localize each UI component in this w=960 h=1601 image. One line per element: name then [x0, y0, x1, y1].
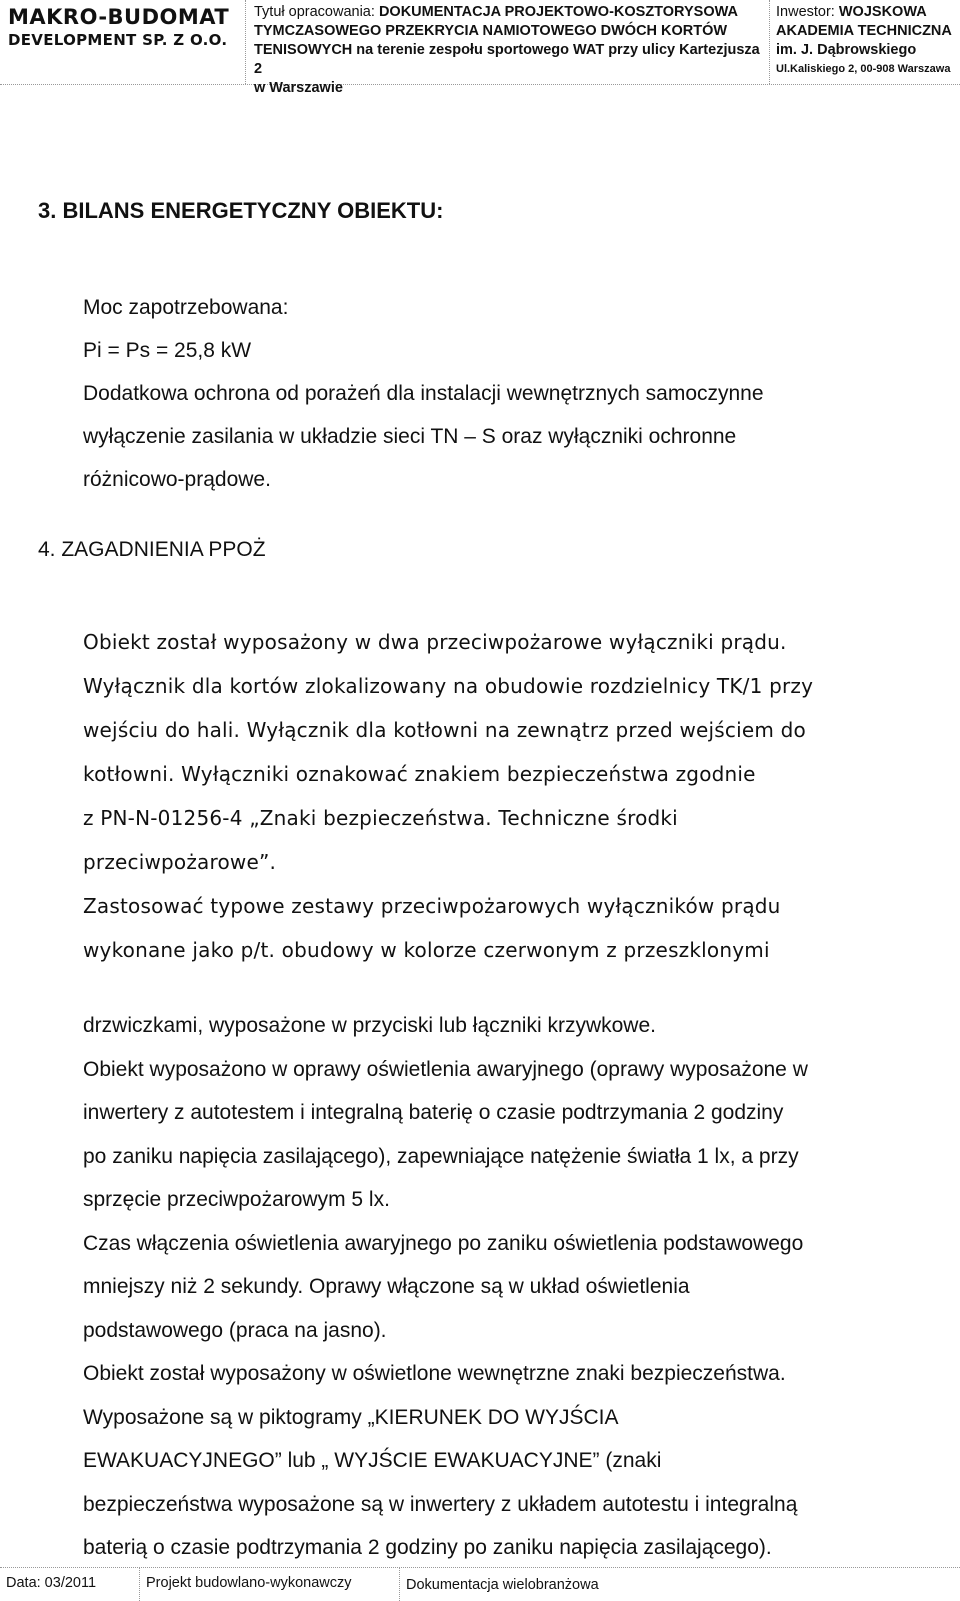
section4-line: podstawowego (praca na jasno). [83, 1318, 387, 1342]
document-title [246, 0, 770, 96]
section4-line: z PN-N-01256-4 „Znaki bezpieczeństwa. Techniczne środki [83, 806, 678, 830]
section4-line: Zastosować typowe zestawy przeciwpożarowych wyłączników prądu [83, 894, 781, 918]
investor-name2: AKADEMIA TECHNICZNA [776, 23, 952, 39]
investor-block [770, 0, 960, 84]
section4-line: drzwiczkami, wyposażone w przyciski lub łączniki krzywkowe. [83, 1014, 656, 1037]
section3-heading: 3. BILANS ENERGETYCZNY OBIEKTU: [38, 198, 444, 223]
title-line3: TENISOWYCH na terenie zespołu sportowego WAT przy ulicy Kartezjusza 2 [254, 42, 760, 77]
section4-body-part1 [83, 620, 943, 972]
section4-body-part2 [83, 1004, 953, 1570]
section4-line: Obiekt został wyposażony w oświetlone wewnętrzne znaki bezpieczeństwa. [83, 1362, 786, 1385]
title-label: Tytuł opracowania: [254, 4, 375, 20]
section4-heading: 4. ZAGADNIENIA PPOŻ [38, 538, 266, 561]
section4-line: mniejszy niż 2 sekundy. Oprawy włączone są w układ oświetlenia [83, 1275, 690, 1298]
page-header [0, 0, 960, 96]
section4-line: EWAKUACYJNEGO” lub „ WYJŚCIE EWAKUACYJNE” (znaki [83, 1449, 662, 1472]
page-footer [0, 1567, 960, 1601]
title-line1: DOKUMENTACJA PROJEKTOWO-KOSZTORYSOWA [378, 4, 738, 20]
section4-line: Obiekt wyposażono w oprawy oświetlenia awaryjnego (oprawy wyposażone w [83, 1057, 808, 1081]
title-line4: w Warszawie [254, 80, 343, 96]
footer-project-type: Projekt budowlano-wykonawczy [140, 1568, 400, 1601]
section4-line: Czas włączenia oświetlenia awaryjnego po zaniku oświetlenia podstawowego [83, 1231, 804, 1255]
section4-line: Obiekt został wyposażony w dwa przeciwpożarowe wyłączniki prądu. [83, 630, 787, 654]
section4-line: przeciwpożarowe”. [83, 850, 277, 874]
section3-line: Pi = Ps = 25,8 kW [83, 339, 252, 362]
investor-name3: im. J. Dąbrowskiego [776, 42, 917, 58]
logo-line1: MAKRO-BUDOMAT [8, 5, 230, 29]
section4-line: Wyłącznik dla kortów zlokalizowany na obudowie rozdzielnicy TK/1 przy [83, 674, 814, 698]
investor-label: Inwestor: [776, 4, 835, 20]
title-line2: TYMCZASOWEGO PRZEKRYCIA NAMIOTOWEGO DWÓCH KORTÓW [254, 23, 728, 39]
investor-name1: WOJSKOWA [838, 4, 927, 20]
footer-doc-type: Dokumentacja wielobranżowa [406, 1577, 599, 1593]
investor-address: Ul.Kaliskiego 2, 00-908 Warszawa [776, 63, 951, 75]
section3-body [83, 286, 943, 501]
section4-line: inwertery z autotestem i integralną baterię o czasie podtrzymania 2 godziny [83, 1101, 784, 1124]
section4-line: wykonane jako p/t. obudowy w kolorze czerwonym z przeszklonymi [83, 938, 770, 962]
section3-line: różnicowo-prądowe. [83, 468, 271, 491]
section4-line: Wyposażone są w piktogramy „KIERUNEK DO WYJŚCIA [83, 1405, 619, 1429]
section4-line: wejściu do hali. Wyłącznik dla kotłowni na zewnątrz przed wejściem do [83, 718, 806, 742]
section3-line: Dodatkowa ochrona od porażeń dla instalacji wewnętrznych samoczynne [83, 382, 764, 405]
section4-line: sprzęcie przeciwpożarowym 5 lx. [83, 1188, 390, 1211]
section3-line: wyłączenie zasilania w układzie sieci TN – S oraz wyłączniki ochronne [83, 425, 737, 448]
section4-line: kotłowni. Wyłączniki oznakować znakiem bezpieczeństwa zgodnie [83, 762, 756, 786]
footer-date: Data: 03/2011 [0, 1568, 140, 1601]
section4-line: po zaniku napięcia zasilającego), zapewniające natężenie światła 1 lx, a przy [83, 1144, 799, 1168]
section4-line: bezpieczeństwa wyposażone są w inwertery z układem autotestu i integralną [83, 1492, 798, 1516]
section4-line: baterią o czasie podtrzymania 2 godziny po zaniku napięcia zasilającego). [83, 1536, 772, 1559]
company-logo [0, 0, 246, 84]
logo-line2: DEVELOPMENT SP. Z O.O. [8, 31, 228, 49]
section3-line: Moc zapotrzebowana: [83, 296, 289, 319]
